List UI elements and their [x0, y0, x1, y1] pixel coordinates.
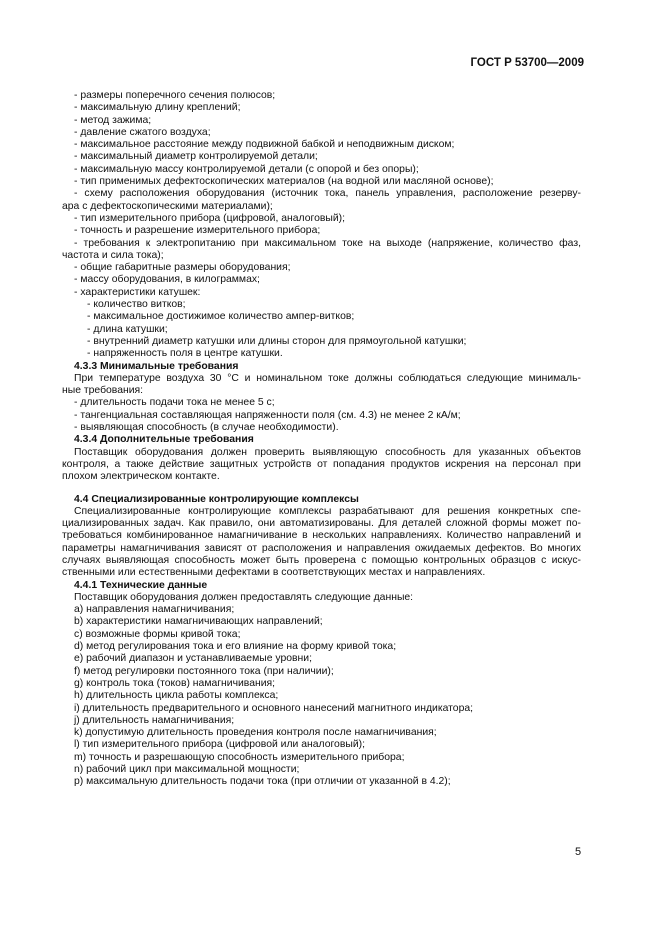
text-line: c) возможные формы кривой тока;: [74, 628, 241, 640]
document-body: [62, 90, 581, 789]
text-line: - характеристики катушек:: [74, 286, 201, 298]
text-line: d) метод регулирования тока и его влияние на форму кривой тока;: [74, 641, 397, 653]
text-line: ные требования:: [62, 385, 144, 397]
text-line: При температуре воздуха 30 °С и номинальном токе должны соблюдаться следующие минималь-: [74, 372, 581, 384]
text-line: частота и сила тока);: [62, 249, 164, 261]
section-heading: 4.4 Специализированные контролирующие комплексы: [74, 493, 359, 505]
text-line: i) длительность предварительного и основного нанесений магнитного индикатора;: [74, 702, 474, 714]
text-line: - требования к электропитанию при максимальном токе на выходе (напряжение, количество фаз,: [74, 237, 581, 249]
text-line: - максимальную длину креплений;: [74, 102, 241, 114]
text-line: плохом электрическом контакте.: [62, 471, 220, 483]
text-line: - точность и разрешение измерительного прибора;: [74, 225, 321, 237]
text-line: b) характеристики намагничивающих направлений;: [74, 616, 323, 628]
text-line: - схему расположения оборудования (источник тока, панель управления, расположение резерву-: [74, 188, 581, 200]
text-line: требоваться комбинированное намагничивание в нескольких направлениях. Количество направлений и: [62, 530, 581, 542]
text-line: циализированных задач. Как правило, они автоматизированы. Для деталей сложной формы может по-: [62, 518, 581, 530]
text-line: - максимальное расстояние между подвижной бабкой и неподвижным диском;: [74, 139, 455, 151]
text-line: случаях выявляющая способность может быть проверена с помощью контрольных образцов с искус-: [62, 554, 581, 566]
paragraph-gap: [62, 484, 581, 494]
text-line: - максимальную массу контролируемой детали (с опорой и без опоры);: [74, 163, 419, 175]
text-line: - общие габаритные размеры оборудования;: [74, 262, 291, 274]
text-line: j) длительность намагничивания;: [74, 714, 235, 726]
section-heading: 4.3.3 Минимальные требования: [74, 360, 239, 372]
text-line: - максимальное достижимое количество ампер-витков;: [87, 311, 355, 323]
text-line: Специализированные контролирующие комплексы разрабатывают для решения конкретных спе-: [74, 505, 581, 517]
text-line: k) допустимую длительность проведения контроля после намагничивания;: [74, 727, 437, 739]
text-line: - выявляющая способность (в случае необходимости).: [74, 422, 339, 434]
text-line: - тип применимых дефектоскопических материалов (на водной или масляной основе);: [74, 176, 494, 188]
text-line: - максимальный диаметр контролируемой детали;: [74, 151, 318, 163]
text-line: e) рабочий диапазон и устанавливаемые уровни;: [74, 653, 312, 665]
text-line: - размеры поперечного сечения полюсов;: [74, 90, 276, 101]
text-line: p) максимальную длительность подачи тока (при отличии от указанной в 4.2);: [74, 776, 451, 788]
text-line: - массу оборудования, в килограммах;: [74, 274, 260, 286]
standard-header: ГОСТ Р 53700—2009: [470, 57, 584, 69]
text-line: контроля, а также действие защитных устройств от попадания продуктов искрения на персонал при: [62, 458, 581, 470]
text-line: параметры намагничивания зависят от расположения и направления ожидаемых дефектов. Во многих: [62, 542, 581, 554]
text-line: - тип измерительного прибора (цифровой, аналоговый);: [74, 212, 345, 224]
text-line: Поставщик оборудования должен предоставлять следующие данные:: [74, 591, 414, 603]
page-number: 5: [575, 846, 582, 858]
text-line: - количество витков;: [87, 299, 186, 311]
text-line: - напряженность поля в центре катушки.: [87, 348, 283, 360]
text-line: ственными или естественными дефектами в соответствующих местах и направлениях.: [62, 567, 486, 579]
section-heading: 4.4.1 Технические данные: [74, 579, 208, 591]
text-line: а) направления намагничивания;: [74, 604, 235, 616]
text-line: f) метод регулировки постоянного тока (при наличии);: [74, 665, 334, 677]
text-line: - длина катушки;: [87, 323, 168, 335]
text-line: ара с дефектоскопическими материалами);: [62, 200, 273, 212]
text-line: - внутренний диаметр катушки или длины сторон для прямоугольной катушки;: [87, 335, 467, 347]
text-line: n) рабочий цикл при максимальной мощности;: [74, 764, 300, 776]
text-line: - тангенциальная составляющая напряженности поля (см. 4.3) не менее 2 кА/м;: [74, 409, 461, 421]
text-line: g) контроль тока (токов) намагничивания;: [74, 677, 276, 689]
text-line: l) тип измерительного прибора (цифровой или аналоговый);: [74, 739, 365, 751]
section-heading: 4.3.4 Дополнительные требования: [74, 434, 254, 446]
text-line: h) длительность цикла работы комплекса;: [74, 690, 279, 702]
text-line: Поставщик оборудования должен проверить выявляющую способность для указанных объектов: [74, 446, 581, 458]
text-line: m) точность и разрешающую способность измерительного прибора;: [74, 751, 405, 763]
text-line: - метод зажима;: [74, 114, 152, 126]
text-line: - длительность подачи тока не менее 5 с;: [74, 397, 275, 409]
text-line: - давление сжатого воздуха;: [74, 126, 211, 138]
